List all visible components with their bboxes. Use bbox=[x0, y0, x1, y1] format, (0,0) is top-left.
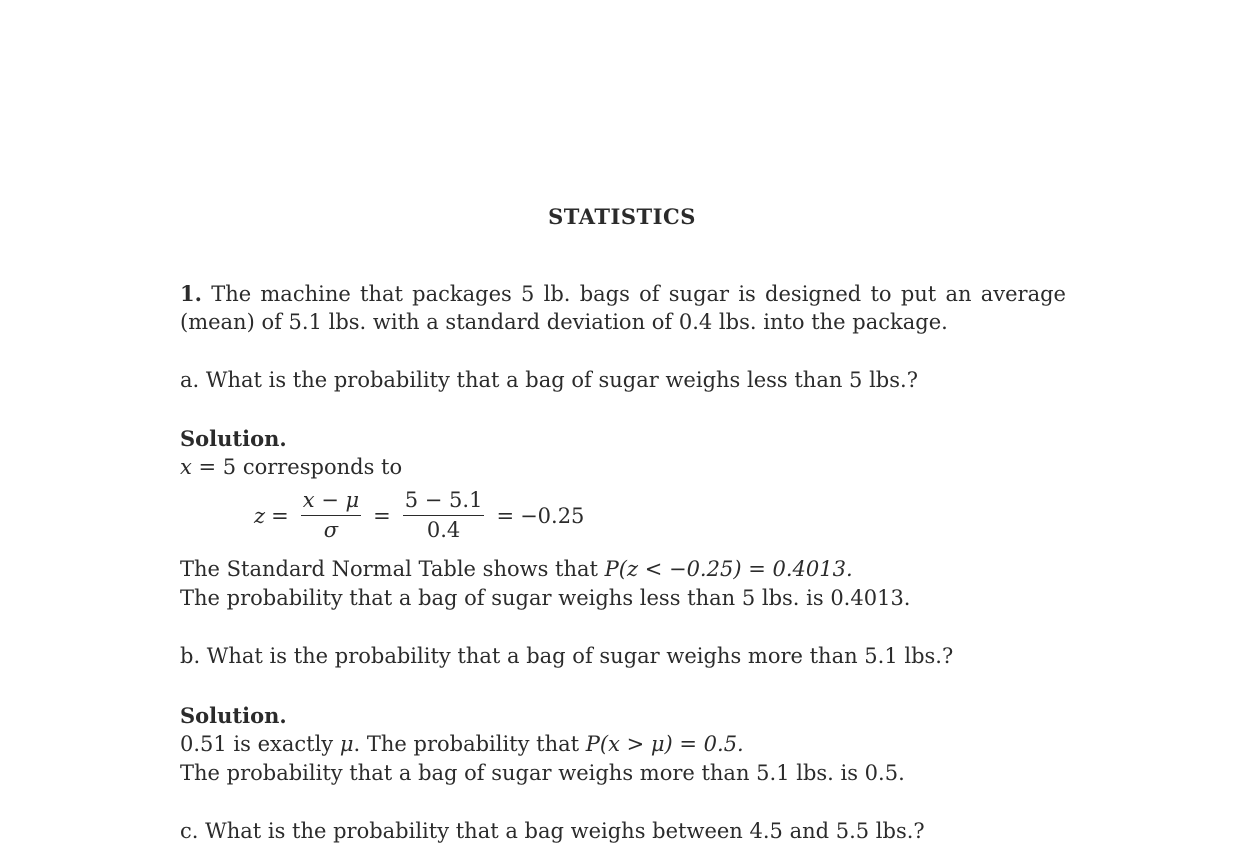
equation-result: −0.25 bbox=[520, 503, 585, 528]
page-title: STATISTICS bbox=[548, 204, 696, 229]
question-a: a. What is the probability that a bag of sugar weighs less than 5 lbs.? bbox=[180, 368, 918, 392]
solution-a-line-3: The probability that a bag of sugar weighs less than 5 lbs. is 0.4013. bbox=[180, 586, 911, 610]
solution-a-line-1 bbox=[180, 457, 402, 478]
problem-statement-line-1 bbox=[180, 283, 1066, 305]
solution-a-label: Solution. bbox=[180, 426, 287, 451]
equation-equals-1: = bbox=[271, 503, 289, 528]
solution-b-probability-expression: P(x > μ) = 0.5. bbox=[585, 732, 744, 756]
solution-a-line-1-text: = 5 corresponds to bbox=[191, 455, 403, 479]
question-c: c. What is the probability that a bag weighs between 4.5 and 5.5 lbs.? bbox=[180, 819, 925, 843]
solution-b-label: Solution. bbox=[180, 703, 287, 728]
solution-b-line-2: The probability that a bag of sugar weighs more than 5.1 lbs. is 0.5. bbox=[180, 761, 905, 785]
equation-lhs: z bbox=[254, 503, 266, 528]
z-score-equation bbox=[254, 489, 584, 542]
problem-number: 1. bbox=[180, 281, 202, 306]
equation-equals-2: = bbox=[373, 503, 391, 528]
solution-b-line-1-text-b: . The probability that bbox=[353, 732, 586, 756]
solution-a-probability-expression: P(z < −0.25) = 0.4013. bbox=[604, 557, 853, 581]
solution-b-line-1-text-a: 0.51 is exactly bbox=[180, 732, 340, 756]
solution-b-line-1 bbox=[180, 734, 744, 755]
question-b: b. What is the probability that a bag of sugar weighs more than 5.1 lbs.? bbox=[180, 644, 954, 668]
solution-a-line-2-text: The Standard Normal Table shows that bbox=[180, 557, 605, 581]
fraction-formula bbox=[301, 489, 361, 542]
fraction-values-denominator: 0.4 bbox=[426, 518, 461, 543]
fraction-formula-denominator: σ bbox=[323, 518, 339, 543]
problem-statement-line-2: (mean) of 5.1 lbs. with a standard deviation of 0.4 lbs. into the package. bbox=[180, 310, 948, 334]
fraction-values-numerator: 5 − 5.1 bbox=[403, 489, 485, 516]
fraction-values bbox=[403, 489, 485, 542]
variable-mu: μ bbox=[339, 732, 354, 756]
fraction-formula-numerator: x − μ bbox=[301, 489, 361, 516]
solution-a-line-2 bbox=[180, 559, 853, 580]
problem-text-line-1: The machine that packages 5 lb. bags of sugar is designed to put an average bbox=[211, 282, 1066, 306]
variable-x: x bbox=[180, 455, 192, 479]
equation-equals-3: = bbox=[496, 503, 515, 528]
